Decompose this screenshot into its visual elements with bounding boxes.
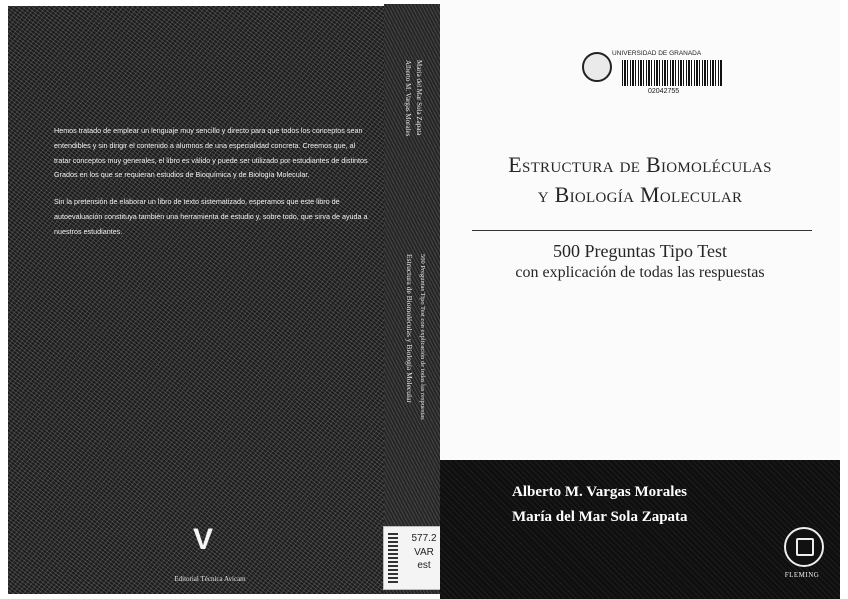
front-authors (512, 480, 772, 530)
title-line-1: Estructura de Biomoléculas (508, 152, 772, 177)
barcode-number: 02042755 (648, 88, 680, 95)
author-1: Alberto M. Vargas Morales (512, 484, 687, 500)
university-seal-icon (582, 52, 612, 82)
fleming-emblem-icon (784, 527, 824, 567)
subtitle-line-2: con explicación de todas las respuestas (515, 264, 765, 281)
library-barcode-sticker (564, 40, 732, 98)
call-number-line-2: VAR (414, 547, 434, 558)
book-subtitle (440, 240, 840, 284)
spine-subtitle: 500 Preguntas Tipo Test con explicación de todas las respuestas (419, 254, 426, 420)
book-emblem-icon (796, 538, 814, 556)
blurb-paragraph-2: Sin la pretensión de elaborar un libro de texto sistematizado, esperamos que este libro de autoevaluación constituya también una herramienta de estudio y, sobre todo, que sirva de ayuda a nuestros estudiantes. (54, 197, 368, 236)
spine-author-2: María del Mar Sola Zapata (415, 60, 423, 136)
book-title (440, 150, 840, 210)
call-number-line-1: 577.2 (411, 533, 437, 544)
back-cover-blurb (54, 124, 368, 252)
title-line-2: y Biología Molecular (537, 182, 743, 207)
barcode-icon (622, 60, 722, 86)
call-number-label (383, 526, 445, 590)
back-publisher-name: Editorial Técnica Avicam (174, 575, 246, 583)
spine-author-1: Alberto M. Vargas Morales (404, 60, 412, 137)
back-cover (8, 6, 384, 594)
library-label: UNIVERSIDAD DE GRANADA (612, 50, 702, 57)
subtitle-line-1: 500 Preguntas Tipo Test (553, 241, 727, 261)
author-2: María del Mar Sola Zapata (512, 509, 688, 525)
publisher-logo-icon: V (192, 523, 213, 556)
spine-title-block (392, 94, 432, 514)
blurb-paragraph-1: Hemos tratado de emplear un lenguaje muy sencillo y directo para que todos los conceptos sean entendibles y sin dirigir el contenido a alumnos de una especialidad concreta. Creemos que, al tratar conceptos muy generales, el libro es válido y puede ser utilizado por estudiantes de distintos Grados en los que se requieran estudios de Bioquímica y de Biología Molecular. (54, 126, 368, 180)
publisher-logo-name: FLEMING (784, 571, 820, 579)
spine-title: Estructura de Biomoléculas y Biología Molecular (405, 254, 414, 403)
label-barcode-icon (388, 531, 398, 583)
title-divider (472, 230, 812, 231)
call-number-line-3: est (417, 560, 431, 571)
